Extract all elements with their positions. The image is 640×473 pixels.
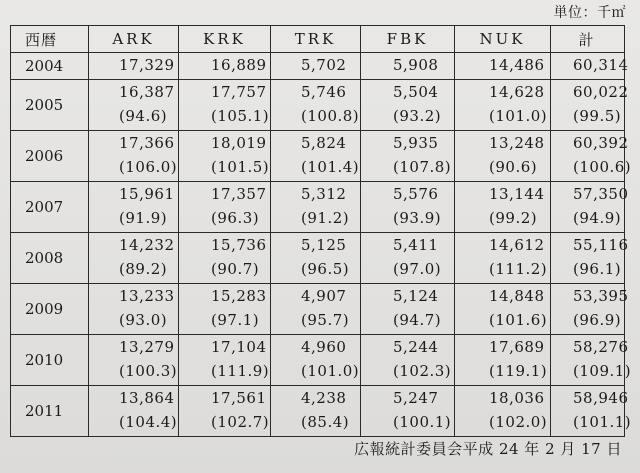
ratio-value: (105.1) [211,107,270,125]
area-value: 13,144 [489,185,545,203]
area-value: 15,283 [211,287,267,305]
value-cell [455,131,551,182]
value-cell [455,233,551,284]
value-cell [551,386,632,437]
area-value: 16,387 [119,83,175,101]
area-value: 13,864 [119,389,175,407]
area-value: 5,244 [393,338,439,356]
unit-note: 単位：千㎡ [553,5,626,21]
header-row [11,26,625,53]
value-cell [551,131,632,182]
value-cell [361,386,455,437]
ratio-value: (99.5) [573,107,622,125]
value-cell [271,386,361,437]
area-value: 5,411 [393,236,439,254]
value-cell [271,284,361,335]
area-value: 13,248 [489,134,545,152]
year-cell: 2009 [11,284,89,335]
ratio-value: (101.1) [573,413,632,431]
ratio-value: (96.1) [573,260,622,278]
ratio-value: (94.9) [573,209,622,227]
ratio-value: (97.0) [393,260,442,278]
area-value: 5,824 [301,134,347,152]
ratio-value: (109.1) [573,362,632,380]
ratio-value: (97.1) [211,311,260,329]
value-cell [179,335,271,386]
area-value: 5,576 [393,185,439,203]
table-row [11,233,625,284]
area-value: 17,561 [211,389,267,407]
value-cell [271,182,361,233]
value-cell [89,80,179,131]
footer-note: 広報統計委員会平成 24 年 2 月 17 日 [354,440,622,458]
ratio-value: (85.4) [301,413,350,431]
area-value: 53,395 [573,287,629,305]
value-cell [361,53,455,80]
area-value: 4,960 [301,338,347,356]
area-value: 5,247 [393,389,439,407]
table-row [11,53,625,80]
value-cell [179,284,271,335]
ratio-value: (100.8) [301,107,360,125]
area-value: 57,350 [573,185,629,203]
table-row [11,335,625,386]
table-row [11,182,625,233]
ratio-value: (101.4) [301,158,360,176]
ratio-value: (96.9) [573,311,622,329]
value-cell [551,182,629,233]
ratio-value: (102.3) [393,362,452,380]
value-cell [179,53,271,80]
table-row [11,284,625,335]
area-value: 17,689 [489,338,545,356]
value-cell [179,233,271,284]
value-cell [179,386,271,437]
value-cell [361,335,455,386]
area-value: 4,238 [301,389,347,407]
area-value: 60,022 [573,83,629,101]
area-value: 60,314 [573,56,629,74]
value-cell [89,53,179,80]
header-nuk: NUK [455,26,551,53]
area-value: 18,036 [489,389,545,407]
value-cell [551,335,632,386]
table-row [11,386,625,437]
ratio-value: (101.0) [301,362,360,380]
value-cell [455,80,551,131]
value-cell [179,131,271,182]
ratio-value: (100.3) [119,362,178,380]
value-cell [361,182,455,233]
value-cell [551,80,629,131]
value-cell [89,233,179,284]
value-cell [89,386,179,437]
value-cell [179,182,271,233]
header-ark: ARK [89,26,179,53]
area-value: 5,312 [301,185,347,203]
ratio-value: (100.6) [573,158,632,176]
area-value: 5,504 [393,83,439,101]
value-cell [361,233,455,284]
area-value: 17,366 [119,134,175,152]
header-krk: KRK [179,26,271,53]
value-cell [89,335,179,386]
year-cell: 2008 [11,233,89,284]
area-value: 5,702 [301,56,347,74]
ratio-value: (91.2) [301,209,350,227]
area-value: 14,232 [119,236,175,254]
area-value: 17,329 [119,56,175,74]
ratio-value: (93.9) [393,209,442,227]
ratio-value: (89.2) [119,260,168,278]
year-cell: 2010 [11,335,89,386]
header-year: 西暦 [11,26,89,53]
ratio-value: (101.0) [489,107,548,125]
area-value: 14,612 [489,236,545,254]
year-cell: 2011 [11,386,89,437]
value-cell [89,131,179,182]
value-cell [271,335,361,386]
area-value: 15,736 [211,236,267,254]
ratio-value: (96.3) [211,209,260,227]
ratio-value: (102.0) [489,413,548,431]
area-value: 17,757 [211,83,267,101]
area-value: 13,233 [119,287,175,305]
value-cell [89,182,179,233]
ratio-value: (90.6) [489,158,538,176]
area-value: 60,392 [573,134,629,152]
ratio-value: (94.6) [119,107,168,125]
area-value: 14,848 [489,287,545,305]
ratio-value: (95.7) [301,311,350,329]
area-value: 4,907 [301,287,347,305]
value-cell [271,233,361,284]
area-value: 55,116 [573,236,629,254]
ratio-value: (96.5) [301,260,350,278]
year-cell: 2005 [11,80,89,131]
ratio-value: (106.0) [119,158,178,176]
area-value: 18,019 [211,134,267,152]
ratio-value: (111.2) [489,260,548,278]
value-cell [455,335,551,386]
value-cell [271,131,361,182]
area-value: 58,946 [573,389,629,407]
area-value: 17,357 [211,185,267,203]
area-value: 16,889 [211,56,267,74]
value-cell [551,233,629,284]
area-value: 14,486 [489,56,545,74]
ratio-value: (93.2) [393,107,442,125]
year-cell: 2006 [11,131,89,182]
value-cell [551,284,629,335]
ratio-value: (119.1) [489,362,548,380]
ratio-value: (94.7) [393,311,442,329]
area-value: 5,935 [393,134,439,152]
value-cell [455,182,551,233]
value-cell [361,284,455,335]
ratio-value: (91.9) [119,209,168,227]
statistics-table [10,25,632,437]
ratio-value: (101.5) [211,158,270,176]
area-value: 5,125 [301,236,347,254]
area-value: 13,279 [119,338,175,356]
value-cell [361,80,455,131]
ratio-value: (102.7) [211,413,270,431]
area-value: 14,628 [489,83,545,101]
value-cell [455,53,551,80]
ratio-value: (90.7) [211,260,260,278]
ratio-value: (99.2) [489,209,538,227]
value-cell [455,386,551,437]
year-cell: 2004 [11,53,89,80]
header-total: 計 [551,26,625,53]
value-cell [271,80,361,131]
value-cell [89,284,179,335]
area-value: 5,908 [393,56,439,74]
ratio-value: (101.6) [489,311,548,329]
ratio-value: (107.8) [393,158,452,176]
area-value: 58,276 [573,338,629,356]
value-cell [271,53,361,80]
table-row [11,80,625,131]
value-cell [179,80,271,131]
value-cell [551,53,629,80]
value-cell [455,284,551,335]
value-cell [361,131,455,182]
year-cell: 2007 [11,182,89,233]
area-value: 5,124 [393,287,439,305]
table-row [11,131,625,182]
header-trk: TRK [271,26,361,53]
header-fbk: FBK [361,26,455,53]
area-value: 17,104 [211,338,267,356]
ratio-value: (93.0) [119,311,168,329]
area-value: 15,961 [119,185,175,203]
ratio-value: (100.1) [393,413,452,431]
area-value: 5,746 [301,83,347,101]
ratio-value: (104.4) [119,413,178,431]
ratio-value: (111.9) [211,362,270,380]
